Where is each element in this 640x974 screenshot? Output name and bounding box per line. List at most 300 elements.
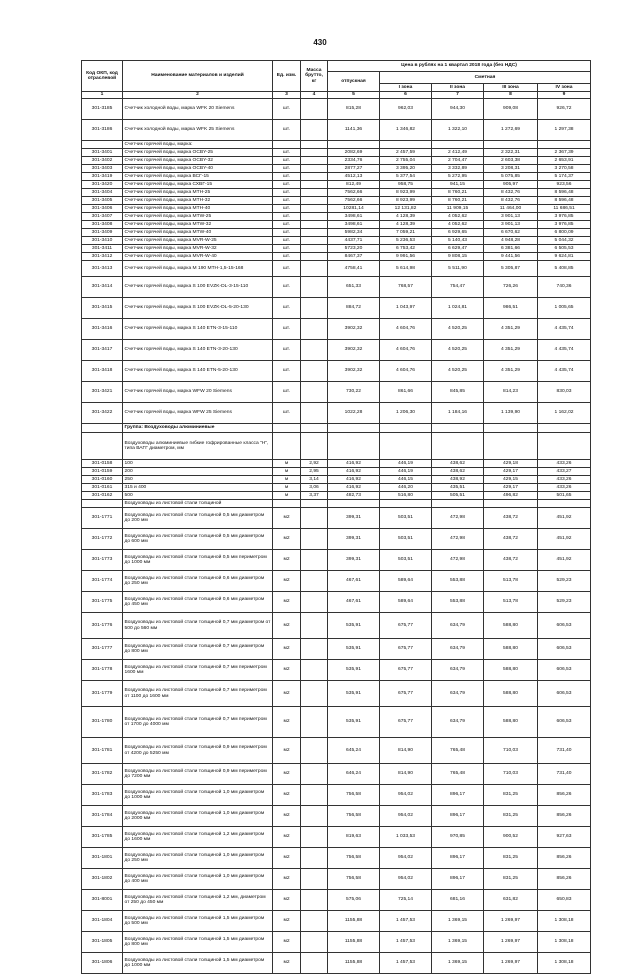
cell-unit: шт. — [273, 99, 301, 120]
cell-code: 301-1783 — [82, 785, 123, 806]
cell-code: 301-1804 — [82, 911, 123, 932]
table-row — [82, 382, 591, 403]
cell-p4: 438,72 — [484, 508, 538, 529]
cell-mass — [301, 205, 328, 213]
cell-unit: шт. — [273, 165, 301, 173]
cell-p1: 1141,36 — [328, 120, 380, 141]
cell-p4: 4 351,29 — [484, 340, 538, 361]
cell-code: 301-0162 — [82, 492, 123, 500]
empty-cell — [484, 500, 538, 508]
cell-p3: 3 332,89 — [432, 165, 484, 173]
cell-name: Счетчик холодной воды, марка WFK 20 Siemens — [123, 99, 273, 120]
cell-p1 — [328, 141, 380, 149]
cell-name: Счетчик горячей воды, марка WFW 20 Siemens — [123, 382, 273, 403]
cell-mass — [301, 890, 328, 911]
cell-unit: м2 — [273, 613, 301, 639]
cell-p1: 535,91 — [328, 660, 380, 681]
cell-name: Счетчик горячей воды, марка S 100 EVZK-DL-5-20-130 — [123, 298, 273, 319]
table-row — [82, 213, 591, 221]
cell-p1: 7562,66 — [328, 189, 380, 197]
empty-cell — [432, 500, 484, 508]
empty-cell — [538, 424, 591, 433]
empty-cell — [301, 500, 328, 508]
table-row — [82, 953, 591, 974]
cell-p5: 740,36 — [538, 277, 591, 298]
cell-p5: 11 686,51 — [538, 205, 591, 213]
cell-p3: 8 760,21 — [432, 197, 484, 205]
cell-p5: 1 308,18 — [538, 953, 591, 974]
cell-name: Воздуховоды из листовой стали толщиной 0,7 мм диаметром до 800 мм — [123, 639, 273, 660]
cell-mass — [301, 953, 328, 974]
cell-p1: 2334,76 — [328, 157, 380, 165]
cell-code: 301-3409 — [82, 229, 123, 237]
table-row — [82, 738, 591, 764]
cell-code: 301-3185 — [82, 99, 123, 120]
cell-name: Воздуховоды из листовой стали толщиной 0,5 мм диаметром до 200 мм — [123, 508, 273, 529]
cell-p2: 768,57 — [380, 277, 432, 298]
cell-p2: 446,19 — [380, 460, 432, 468]
cell-p1: 416,92 — [328, 484, 380, 492]
col-num: 6 — [380, 92, 432, 99]
cell-mass — [301, 319, 328, 340]
cell-p1: 399,31 — [328, 550, 380, 571]
cell-unit: шт. — [273, 361, 301, 382]
cell-mass — [301, 99, 328, 120]
table-row — [82, 571, 591, 592]
cell-p1: 3902,32 — [328, 319, 380, 340]
empty-cell — [380, 424, 432, 433]
page-number: 430 — [313, 38, 327, 47]
cell-p1: 535,91 — [328, 613, 380, 639]
cell-p2: 675,77 — [380, 660, 432, 681]
cell-p4: 710,03 — [484, 738, 538, 764]
table-row — [82, 890, 591, 911]
cell-p5: 529,23 — [538, 571, 591, 592]
empty-cell — [273, 433, 301, 460]
cell-p2: 503,51 — [380, 508, 432, 529]
cell-code: 301-3405 — [82, 197, 123, 205]
cell-p3: 5 272,95 — [432, 173, 484, 181]
cell-code: 301-1773 — [82, 550, 123, 571]
cell-mass — [301, 764, 328, 785]
cell-p5: 2 367,39 — [538, 149, 591, 157]
cell-mass — [301, 340, 328, 361]
cell-p4: 438,72 — [484, 550, 538, 571]
cell-p3: 4 052,62 — [432, 221, 484, 229]
cell-p4: 631,82 — [484, 890, 538, 911]
cell-p5: 4 435,74 — [538, 361, 591, 382]
cell-mass: 2,92 — [301, 460, 328, 468]
cell-p1: 646,24 — [328, 764, 380, 785]
cell-p5: 856,26 — [538, 869, 591, 890]
cell-code: 301-1801 — [82, 848, 123, 869]
col-num: 7 — [432, 92, 484, 99]
cell-code: 301-1780 — [82, 707, 123, 738]
cell-p1: 467,61 — [328, 592, 380, 613]
cell-code: 301-3422 — [82, 403, 123, 424]
cell-mass — [301, 827, 328, 848]
cell-name: Воздуховоды из листовой стали толщиной 0,6 мм диаметром до 250 мм — [123, 571, 273, 592]
cell-code: 301-3415 — [82, 298, 123, 319]
cell-mass — [301, 189, 328, 197]
cell-p5: 9 624,81 — [538, 253, 591, 261]
cell-mass — [301, 245, 328, 253]
cell-p1: 482,73 — [328, 492, 380, 500]
cell-p5: 8 596,48 — [538, 197, 591, 205]
cell-p2: 1 457,53 — [380, 932, 432, 953]
cell-name: Счетчик горячей воды, марка S 140 ETN-3-15-110 — [123, 319, 273, 340]
cell-mass — [301, 120, 328, 141]
cell-p1: 756,58 — [328, 869, 380, 890]
cell-p3: 435,51 — [432, 484, 484, 492]
cell-p1: 5723,20 — [328, 245, 380, 253]
cell-mass — [301, 660, 328, 681]
header-mass: Масса брутто, кг — [301, 61, 328, 92]
cell-p2: 3 395,20 — [380, 165, 432, 173]
cell-code: 301-3412 — [82, 253, 123, 261]
cell-p4: 831,25 — [484, 785, 538, 806]
cell-code: 301-1782 — [82, 764, 123, 785]
cell-name: Счетчик горячей воды, марка MTH-25 — [123, 189, 273, 197]
cell-p5: 650,83 — [538, 890, 591, 911]
cell-p5: 3 976,85 — [538, 213, 591, 221]
empty-cell — [82, 500, 123, 508]
cell-p5: 433,27 — [538, 468, 591, 476]
col-num: 1 — [82, 92, 123, 99]
table-row — [82, 165, 591, 173]
cell-p5: 1 308,18 — [538, 911, 591, 932]
table-row — [82, 639, 591, 660]
cell-code: 301-1774 — [82, 571, 123, 592]
steel-group-label-row — [82, 500, 591, 508]
cell-p3: 845,85 — [432, 382, 484, 403]
table-row — [82, 508, 591, 529]
table-row — [82, 253, 591, 261]
cell-name: Счетчик горячей воды, марка MVR-W-32 — [123, 245, 273, 253]
cell-p2: 1 346,82 — [380, 120, 432, 141]
cell-p3: 944,30 — [432, 99, 484, 120]
cell-p3: 438,92 — [432, 476, 484, 484]
cell-p1: 2877,27 — [328, 165, 380, 173]
cell-unit: м2 — [273, 707, 301, 738]
cell-p4: 588,80 — [484, 681, 538, 707]
cell-unit: м2 — [273, 660, 301, 681]
cell-p3: 634,79 — [432, 660, 484, 681]
cell-p4: 986,51 — [484, 298, 538, 319]
cell-code: 301-3406 — [82, 205, 123, 213]
cell-mass — [301, 173, 328, 181]
cell-unit: шт. — [273, 189, 301, 197]
cell-name: 250 — [123, 476, 273, 484]
cell-p4: 588,80 — [484, 660, 538, 681]
cell-code: 301-1784 — [82, 806, 123, 827]
cell-mass — [301, 213, 328, 221]
cell-code: 301-1775 — [82, 592, 123, 613]
cell-name: Счетчик холодной воды, марка WFK 25 Siemens — [123, 120, 273, 141]
cell-p1: 645,24 — [328, 738, 380, 764]
price-table — [81, 60, 591, 974]
cell-code: 301-1778 — [82, 660, 123, 681]
cell-unit: м2 — [273, 953, 301, 974]
cell-name: Воздуховоды из листовой стали толщиной 0,9 мм периметром от 4200 до 5250 мм — [123, 738, 273, 764]
cell-name: Воздуховоды из листовой стали толщиной 1,0 мм диаметром до 400 мм — [123, 869, 273, 890]
cell-p3: 970,85 — [432, 827, 484, 848]
cell-mass — [301, 806, 328, 827]
cell-mass — [301, 237, 328, 245]
cell-p1: 3498,61 — [328, 221, 380, 229]
cell-p1: 10281,14 — [328, 205, 380, 213]
cell-p4: 1 269,97 — [484, 911, 538, 932]
table-row — [82, 197, 591, 205]
cell-p3: 634,79 — [432, 681, 484, 707]
table-row — [82, 298, 591, 319]
header-zone-1: I зона — [380, 84, 432, 92]
cell-mass — [301, 613, 328, 639]
cell-p5: 8 596,48 — [538, 189, 591, 197]
group-label-row — [82, 424, 591, 433]
cell-p1: 1155,88 — [328, 953, 380, 974]
cell-p3: 438,62 — [432, 460, 484, 468]
cell-code: 301-8001 — [82, 890, 123, 911]
empty-cell — [432, 424, 484, 433]
cell-p1: 5982,34 — [328, 229, 380, 237]
cell-name: Счетчик горячей воды, марка MTW-32 — [123, 221, 273, 229]
cell-p3: 438,62 — [432, 468, 484, 476]
table-row — [82, 120, 591, 141]
cell-p4: 513,78 — [484, 571, 538, 592]
cell-p1: 4437,71 — [328, 237, 380, 245]
header-estimate: Сметная — [380, 72, 591, 84]
cell-p5: 451,92 — [538, 529, 591, 550]
cell-p2: 4 128,39 — [380, 213, 432, 221]
table-row — [82, 189, 591, 197]
cell-mass — [301, 165, 328, 173]
price-table-body — [82, 61, 591, 974]
cell-p2: 589,64 — [380, 571, 432, 592]
cell-unit: м — [273, 492, 301, 500]
cell-p2: 503,51 — [380, 550, 432, 571]
cell-unit: шт. — [273, 319, 301, 340]
cell-p5: 606,53 — [538, 639, 591, 660]
cell-p1: 1155,88 — [328, 932, 380, 953]
cell-p2: 675,77 — [380, 639, 432, 660]
cell-p5: 606,53 — [538, 681, 591, 707]
cell-p1: 756,58 — [328, 848, 380, 869]
cell-unit: шт. — [273, 340, 301, 361]
cell-p5: 1 162,02 — [538, 403, 591, 424]
cell-code: 301-3416 — [82, 319, 123, 340]
header-row — [82, 61, 591, 72]
cell-mass — [301, 403, 328, 424]
cell-p3: 4 520,25 — [432, 361, 484, 382]
cell-p1: 399,31 — [328, 508, 380, 529]
cell-p2: 503,51 — [380, 529, 432, 550]
cell-unit: шт. — [273, 181, 301, 189]
cell-p1: 1155,88 — [328, 911, 380, 932]
table-row — [82, 869, 591, 890]
empty-cell — [301, 433, 328, 460]
cell-p4: 8 432,76 — [484, 197, 538, 205]
cell-mass — [301, 221, 328, 229]
empty-cell — [538, 500, 591, 508]
cell-code: 301-0161 — [82, 484, 123, 492]
table-row — [82, 221, 591, 229]
cell-unit: шт. — [273, 157, 301, 165]
cell-p3: 2 412,49 — [432, 149, 484, 157]
cell-p5: 5 174,37 — [538, 173, 591, 181]
cell-p3: 9 808,15 — [432, 253, 484, 261]
cell-unit: шт. — [273, 298, 301, 319]
cell-p4: 710,03 — [484, 764, 538, 785]
cell-p2: 1 206,30 — [380, 403, 432, 424]
cell-p5: 606,53 — [538, 613, 591, 639]
cell-name: Счетчик горячей воды, марка СХВГ-15 — [123, 181, 273, 189]
cell-p3: 6 929,65 — [432, 229, 484, 237]
cell-unit: м2 — [273, 681, 301, 707]
cell-p1: 819,63 — [328, 827, 380, 848]
cell-name: Воздуховоды из листовой стали толщиной 1,5 мм диаметром до 800 мм — [123, 932, 273, 953]
cell-p5: 433,26 — [538, 460, 591, 468]
cell-p4: 905,97 — [484, 181, 538, 189]
cell-code: 301-0159 — [82, 468, 123, 476]
empty-cell — [328, 433, 380, 460]
table-row — [82, 149, 591, 157]
cell-mass — [301, 911, 328, 932]
cell-p1: 535,91 — [328, 681, 380, 707]
cell-p5: 606,53 — [538, 660, 591, 681]
cell-mass — [301, 229, 328, 237]
table-row — [82, 707, 591, 738]
cell-name: Воздуховоды из листовой стали толщиной 0,7 мм периметром от 1700 до 4000 мм — [123, 707, 273, 738]
cell-p5: 2 653,91 — [538, 157, 591, 165]
cell-unit: шт. — [273, 237, 301, 245]
cell-mass — [301, 141, 328, 149]
cell-unit: шт. — [273, 261, 301, 277]
cell-p2: 958,75 — [380, 181, 432, 189]
cell-p4: 11 464,00 — [484, 205, 538, 213]
cell-unit: шт. — [273, 221, 301, 229]
cell-p4: 831,25 — [484, 806, 538, 827]
col-num: 3 — [273, 92, 301, 99]
cell-name: Счетчик горячей воды, марка MVR-W-25 — [123, 237, 273, 245]
cell-p2: 446,20 — [380, 484, 432, 492]
cell-p4: 900,52 — [484, 827, 538, 848]
cell-p3: 1 369,15 — [432, 911, 484, 932]
cell-p2 — [380, 141, 432, 149]
table-row — [82, 613, 591, 639]
cell-p1: 812,49 — [328, 181, 380, 189]
cell-p2: 4 128,39 — [380, 221, 432, 229]
empty-cell — [380, 500, 432, 508]
cell-unit: м2 — [273, 890, 301, 911]
cell-p4: 4 351,29 — [484, 319, 538, 340]
cell-name: Воздуховоды из листовой стали толщиной 0,9 мм периметром до 7200 мм — [123, 764, 273, 785]
cell-mass — [301, 157, 328, 165]
group-label: Группа: Воздуховоды алюминиевые — [123, 424, 273, 433]
cell-p4: 9 441,56 — [484, 253, 538, 261]
cell-p1: 416,92 — [328, 468, 380, 476]
cell-p5: 3 270,58 — [538, 165, 591, 173]
cell-name: 500 — [123, 492, 273, 500]
cell-code: 301-1776 — [82, 613, 123, 639]
cell-p3: 634,79 — [432, 707, 484, 738]
cell-name: Счетчик горячей воды, марка OCBY-32 — [123, 157, 273, 165]
header-zone-3: III зона — [484, 84, 538, 92]
cell-code: 301-3408 — [82, 221, 123, 229]
cell-name: Воздуховоды из листовой стали толщиной 1,2 мм диаметром до 1600 мм — [123, 827, 273, 848]
cell-p2: 675,77 — [380, 681, 432, 707]
table-row — [82, 141, 591, 149]
table-row — [82, 181, 591, 189]
cell-p3: 765,48 — [432, 738, 484, 764]
cell-mass — [301, 149, 328, 157]
cell-mass — [301, 932, 328, 953]
cell-mass — [301, 261, 328, 277]
cell-name: Счетчик горячей воды, марка S 140 ETN-5-20-130 — [123, 361, 273, 382]
cell-name: Воздуховоды из листовой стали толщиной 1,0 мм диаметром до 250 мм — [123, 848, 273, 869]
cell-p3: 765,48 — [432, 764, 484, 785]
cell-name: Воздуховоды из листовой стали толщиной 0,6 мм диаметром до 450 мм — [123, 592, 273, 613]
cell-code: 301-1779 — [82, 681, 123, 707]
table-row — [82, 492, 591, 500]
table-row — [82, 592, 591, 613]
cell-unit: шт. — [273, 149, 301, 157]
table-row — [82, 261, 591, 277]
cell-p5: 731,40 — [538, 738, 591, 764]
cell-p3: 4 052,62 — [432, 213, 484, 221]
cell-p3: 754,47 — [432, 277, 484, 298]
cell-p2: 4 604,76 — [380, 319, 432, 340]
empty-cell — [301, 424, 328, 433]
cell-mass — [301, 181, 328, 189]
cell-code: 301-3418 — [82, 361, 123, 382]
table-row — [82, 550, 591, 571]
table-row — [82, 340, 591, 361]
cell-p2: 725,14 — [380, 890, 432, 911]
cell-p2: 589,64 — [380, 592, 432, 613]
cell-code — [82, 141, 123, 149]
cell-code: 301-3421 — [82, 382, 123, 403]
cell-p2: 7 059,21 — [380, 229, 432, 237]
cell-p3: 472,98 — [432, 508, 484, 529]
cell-p2: 5 236,53 — [380, 237, 432, 245]
table-row — [82, 529, 591, 550]
empty-cell — [328, 500, 380, 508]
cell-p5: 926,72 — [538, 99, 591, 120]
cell-p5: 1 005,65 — [538, 298, 591, 319]
cell-unit: м2 — [273, 785, 301, 806]
cell-mass — [301, 197, 328, 205]
cell-p2: 675,77 — [380, 707, 432, 738]
cell-p3: 553,88 — [432, 571, 484, 592]
cell-p3: 1 184,16 — [432, 403, 484, 424]
cell-p4: 588,80 — [484, 613, 538, 639]
steel-group-label: Воздуховоды из листовой стали толщиной — [123, 500, 273, 508]
cell-mass — [301, 869, 328, 890]
cell-p2: 954,02 — [380, 848, 432, 869]
cell-p1: 535,91 — [328, 707, 380, 738]
cell-p3: 1 369,15 — [432, 953, 484, 974]
cell-p1: 575,06 — [328, 890, 380, 911]
cell-mass — [301, 298, 328, 319]
cell-p4: 6 381,66 — [484, 245, 538, 253]
cell-p4: 726,26 — [484, 277, 538, 298]
cell-p2: 954,02 — [380, 785, 432, 806]
cell-p1: 756,58 — [328, 785, 380, 806]
cell-unit: шт. — [273, 253, 301, 261]
cell-p4: 831,25 — [484, 848, 538, 869]
cell-code: 301-3419 — [82, 173, 123, 181]
